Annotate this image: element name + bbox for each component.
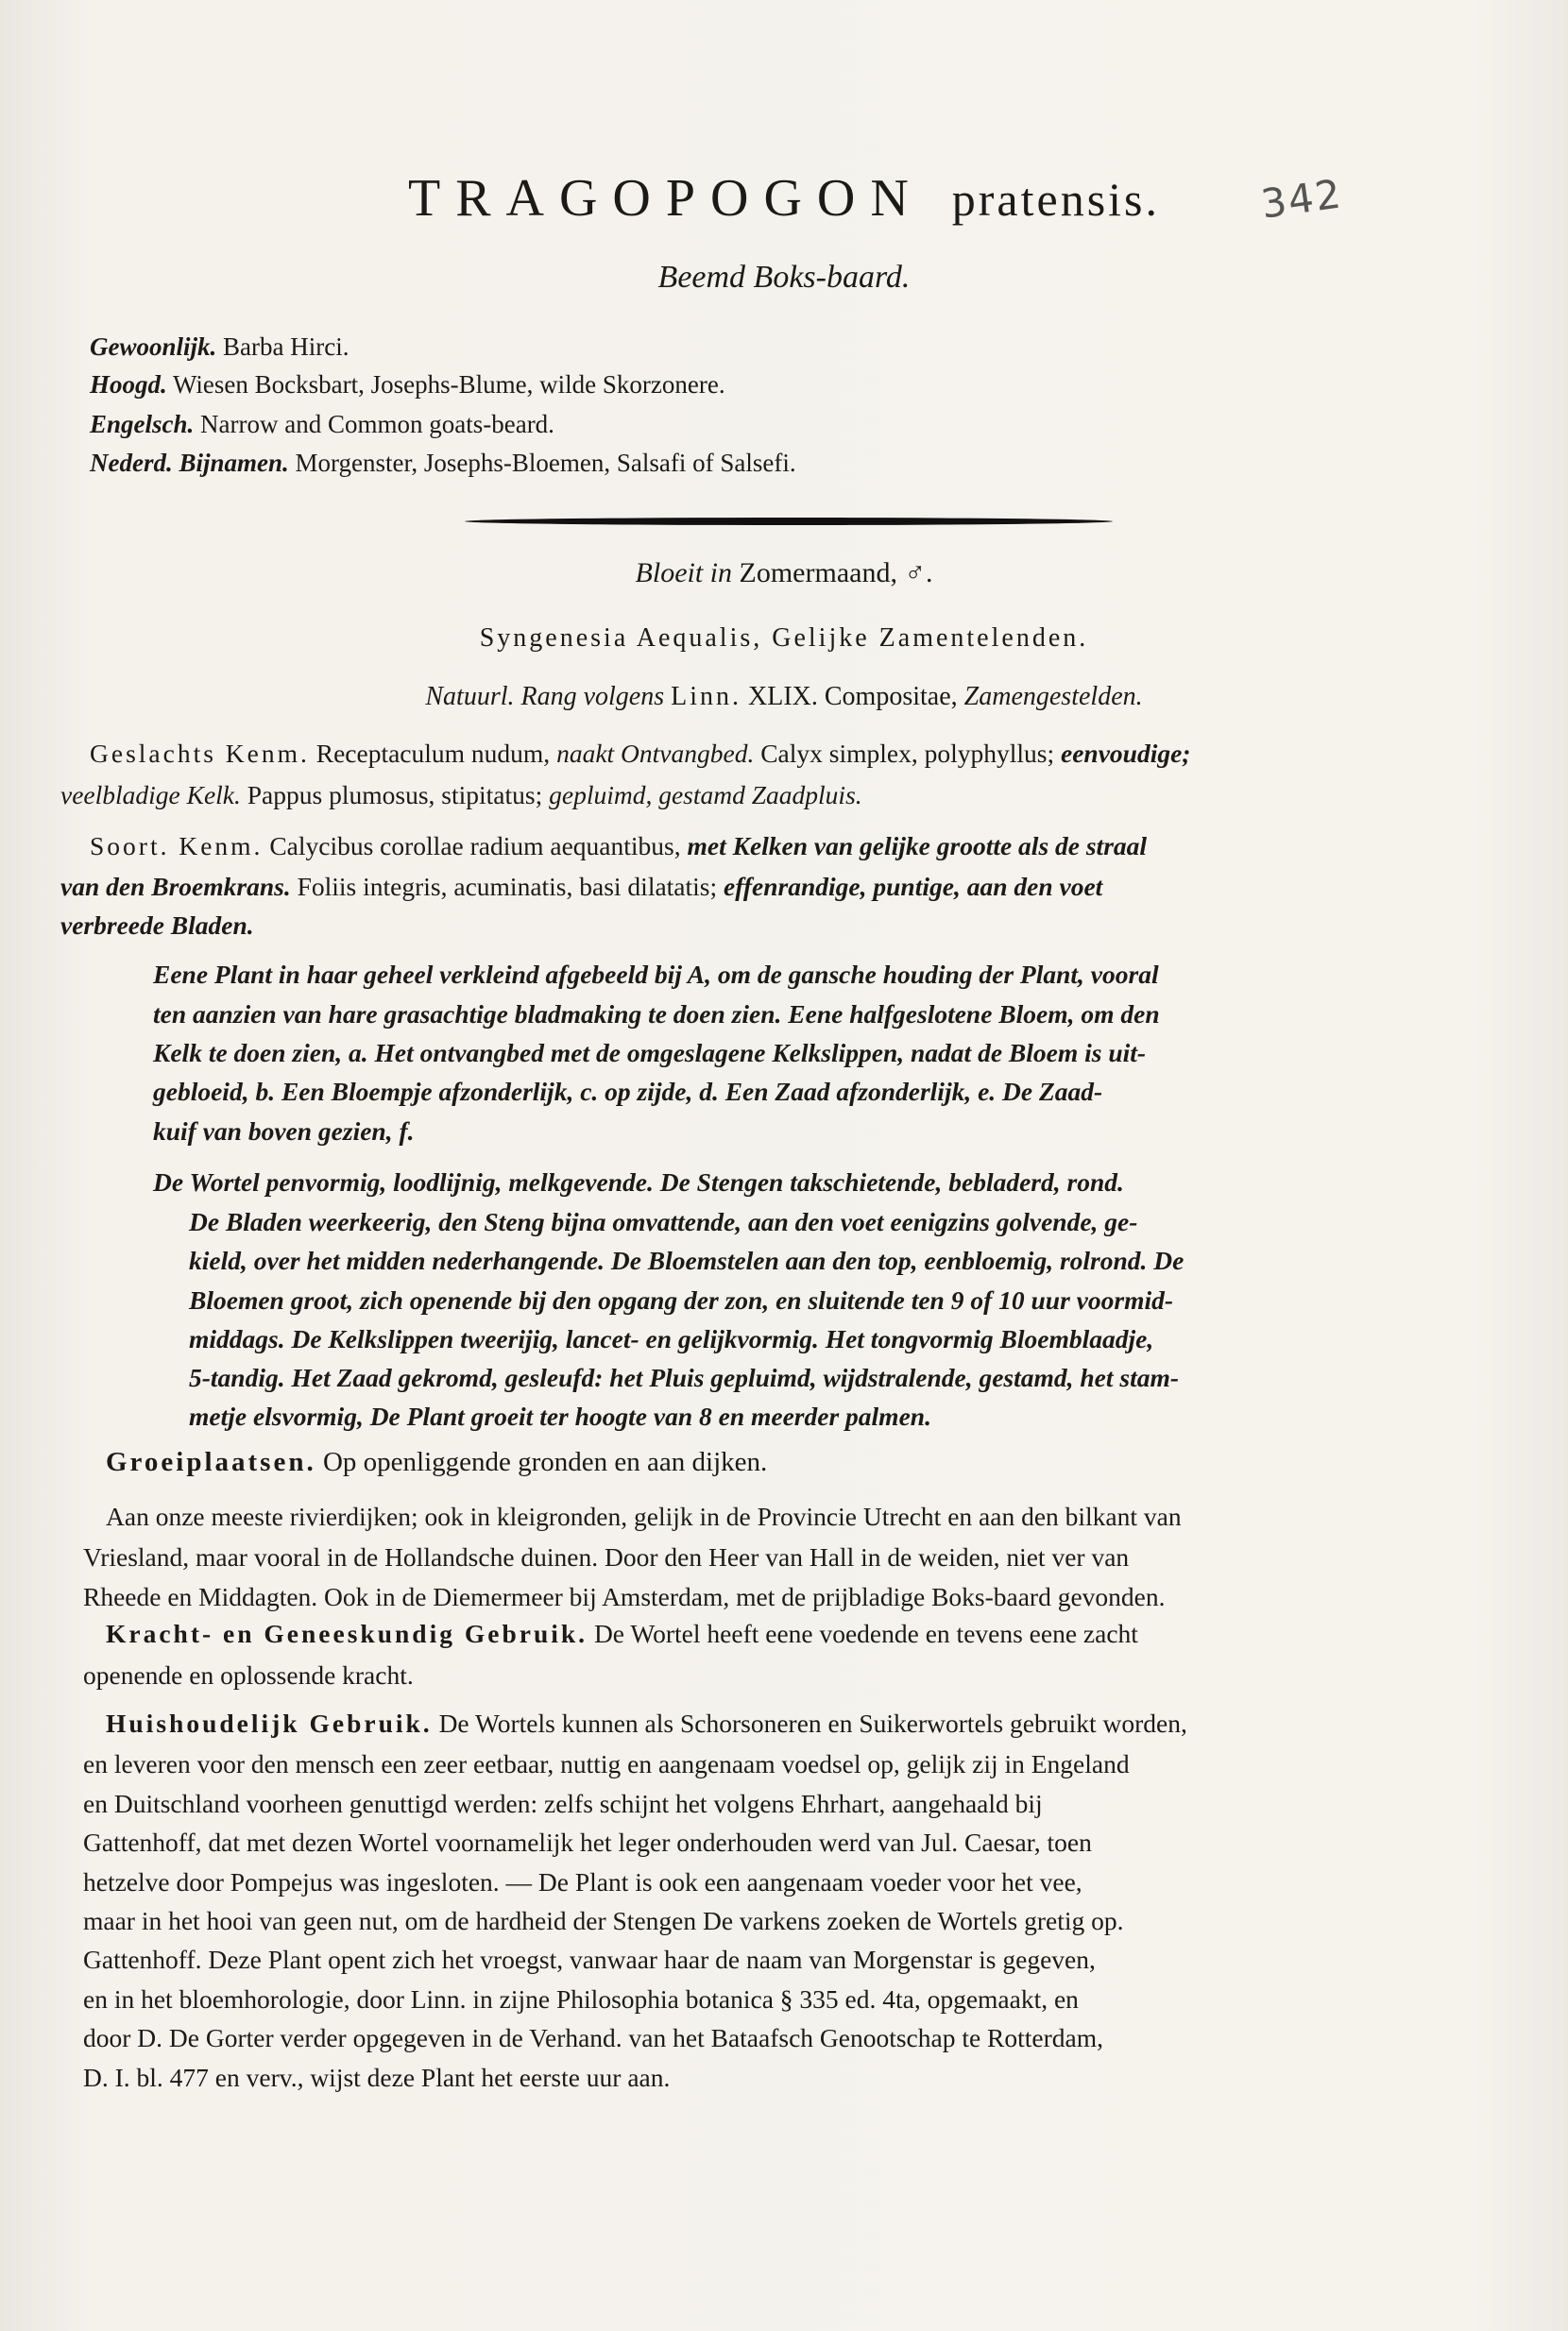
huis-line: maar in het hooi van geen nut, om de hardheid der Stengen De varkens zoeken de Wortels gretig op. <box>83 1906 1124 1935</box>
soort-line-1 <box>90 833 1147 859</box>
geslachts-heading: Geslachts Kenm. <box>90 739 310 768</box>
vernacular-line <box>90 332 349 362</box>
wortel-desc-line: metje elsvormig, De Plant groeit ter hoogte van 8 en meerder palmen. <box>189 1402 931 1431</box>
vernacular-label: Engelsch. <box>90 410 195 438</box>
vernacular-label: Nederd. Bijnamen. <box>90 449 289 477</box>
text-run: Receptaculum nudum, <box>315 739 551 768</box>
handwritten-number: 342 <box>1258 170 1346 228</box>
subtitle: Beemd Boks-baard. <box>657 260 911 295</box>
text-run: Calycibus corollae radium aequantibus, <box>269 831 681 860</box>
kracht-line-2: openende en oplossende kracht. <box>83 1660 414 1690</box>
text-run: veelbladige Kelk. <box>60 780 241 809</box>
wortel-desc-line: De Bladen weerkeerig, den Steng bijna omvattende, aan den voet eenigzins golvende, ge- <box>189 1207 1138 1236</box>
huis-line-1 <box>106 1710 1187 1737</box>
text-run: naakt Ontvangbed. <box>556 739 755 768</box>
natuurl-italic2: Zamengestelden. <box>963 682 1143 711</box>
plant-desc-line: ten aanzien van hare grasachtige bladmaking te doen zien. Eene halfgeslotene Bloem, om den <box>153 999 1160 1029</box>
kracht-line-1 <box>106 1621 1138 1647</box>
kracht-heading: Kracht- en Geneeskundig Gebruik. <box>106 1619 588 1648</box>
text-run: effenrandige, puntige, aan den voet <box>724 872 1103 901</box>
text-run: met Kelken van gelijke grootte als de straal <box>687 831 1148 860</box>
text-run: Calyx simplex, polyphyllus; <box>760 739 1055 768</box>
plant-desc-line: gebloeid, b. Een Bloempje afzonderlijk, c. op zijde, d. Een Zaad afzonderlijk, e. De Zaad- <box>153 1077 1103 1106</box>
bloei-text: Zomermaand, ♂. <box>739 557 933 588</box>
natuurl-rest: XLIX. Compositae, <box>748 682 958 711</box>
vernacular-line <box>90 449 796 478</box>
aan-onze-line: Aan onze meeste rivierdijken; ook in kleigronden, gelijk in de Provincie Utrecht en aan den bilkant van <box>106 1502 1182 1531</box>
text-run: van den Broemkrans. <box>60 872 291 901</box>
vernacular-line <box>90 370 725 400</box>
geslachts-line-2 <box>60 782 862 808</box>
kracht-text: De Wortel heeft eene voedende en tevens eene zacht <box>593 1619 1138 1648</box>
plant-desc-line: Kelk te doen zien, a. Het ontvangbed met de omgeslagene Kelkslippen, nadat de Bloem is uit- <box>153 1038 1147 1067</box>
wortel-desc-line: kield, over het midden nederhangende. De Bloemstelen aan den top, eenbloemig, rolrond. De <box>189 1246 1185 1275</box>
bloei-italic: Bloeit in <box>635 557 733 588</box>
huis-line: en Duitschland voorheen genuttigd werden: zelfs schijnt het volgens Ehrhart, aangehaald bij <box>83 1789 1043 1818</box>
geslachts-line-1 <box>90 740 1190 767</box>
huis-line: en leveren voor den mensch een zeer eetbaar, nuttig en aangenaam voedsel op, gelijk zij in Engeland <box>83 1749 1130 1778</box>
huis-line: D. I. bl. 477 en verv., wijst deze Plant het eerste uur aan. <box>83 2063 671 2092</box>
text-run: Pappus plumosus, stipitatus; <box>247 780 543 809</box>
vernacular-text: Morgenster, Josephs-Bloemen, Salsafi of Salsefi. <box>295 449 796 477</box>
syngenesia-line: Syngenesia Aequalis, Gelijke Zamentelenden. <box>479 623 1089 653</box>
huis-line: Gattenhoff. Deze Plant opent zich het vroegst, vanwaar haar de naam van Morgenstar is gegeven, <box>83 1945 1096 1974</box>
linn-ref: Linn. <box>671 682 742 711</box>
huis-line: hetzelve door Pompejus was ingesloten. — De Plant is ook een aangenaam voeder voor het vee, <box>83 1867 1082 1897</box>
vernacular-text: Wiesen Bocksbart, Josephs-Blume, wilde Skorzonere. <box>173 370 725 399</box>
soort-line-3: verbreede Bladen. <box>60 910 254 940</box>
vernacular-text: Narrow and Common goats-beard. <box>200 410 554 438</box>
species-name: pratensis. <box>951 173 1161 226</box>
huis-line: en in het bloemhorologie, door Linn. in zijne Philosophia botanica § 335 ed. 4ta, opgemaakt, en <box>83 1984 1079 2014</box>
aan-onze-line: Vriesland, maar vooral in de Hollandsche duinen. Door den Heer van Hall in de weiden, niet ver van <box>83 1542 1130 1572</box>
soort-line-2 <box>60 874 1102 900</box>
text-run: Foliis integris, acuminatis, basi dilatatis; <box>297 872 718 901</box>
text-run: eenvoudige; <box>1060 739 1191 768</box>
huis-heading: Huishoudelijk Gebruik. <box>106 1709 433 1738</box>
groei-text: Op openliggende gronden en aan dijken. <box>322 1447 768 1477</box>
groei-heading: Groeiplaatsen. <box>106 1447 316 1477</box>
bloei-line <box>0 557 1568 589</box>
divider-rule <box>465 518 1113 525</box>
huis-line: door D. De Gorter verder opgegeven in de Verhand. van het Bataafsch Genootschap te Rotterdam, <box>83 2023 1104 2052</box>
text-run: gepluimd, gestamd Zaadpluis. <box>549 780 862 809</box>
wortel-desc-line: 5-tandig. Het Zaad gekromd, gesleufd: het Pluis gepluimd, wijdstralende, gestamd, het stam- <box>189 1363 1180 1392</box>
aan-onze-line: Rheede en Middagten. Ook in de Diemermeer bij Amsterdam, met de prijbladige Boks-baard gevonden. <box>83 1582 1166 1611</box>
huis-text: De Wortels kunnen als Schorsoneren en Suikerwortels gebruikt worden, <box>438 1709 1187 1738</box>
genus-name: TRAGOPOGON <box>407 169 924 228</box>
wortel-desc-line: De Wortel penvormig, loodlijnig, melkgevende. De Stengen takschietende, bebladerd, rond. <box>153 1167 1124 1197</box>
plant-desc-line: kuif van boven gezien, f. <box>153 1116 415 1146</box>
soort-heading: Soort. Kenm. <box>90 831 264 860</box>
vernacular-label: Hoogd. <box>90 370 167 399</box>
vernacular-text: Barba Hirci. <box>223 332 349 361</box>
wortel-desc-line: middags. De Kelkslippen tweerijig, lancet- en gelijkvormig. Het tongvormig Bloemblaadje, <box>189 1324 1154 1353</box>
plant-desc-line: Eene Plant in haar geheel verkleind afgebeeld bij A, om de gansche houding der Plant, vooral <box>153 960 1159 989</box>
natuurl-italic: Natuurl. Rang volgens <box>425 682 665 711</box>
vernacular-label: Gewoonlijk. <box>90 332 217 361</box>
vernacular-line <box>90 410 554 439</box>
huis-line: Gattenhoff, dat met dezen Wortel voornamelijk het leger onderhouden werd van Jul. Caesar, toen <box>83 1828 1092 1857</box>
natuurl-line <box>0 682 1568 712</box>
wortel-desc-line: Bloemen groot, zich openende bij den opgang der zon, en sluitende ten 9 of 10 uur voormid- <box>189 1285 1174 1315</box>
groei-line <box>106 1449 767 1476</box>
